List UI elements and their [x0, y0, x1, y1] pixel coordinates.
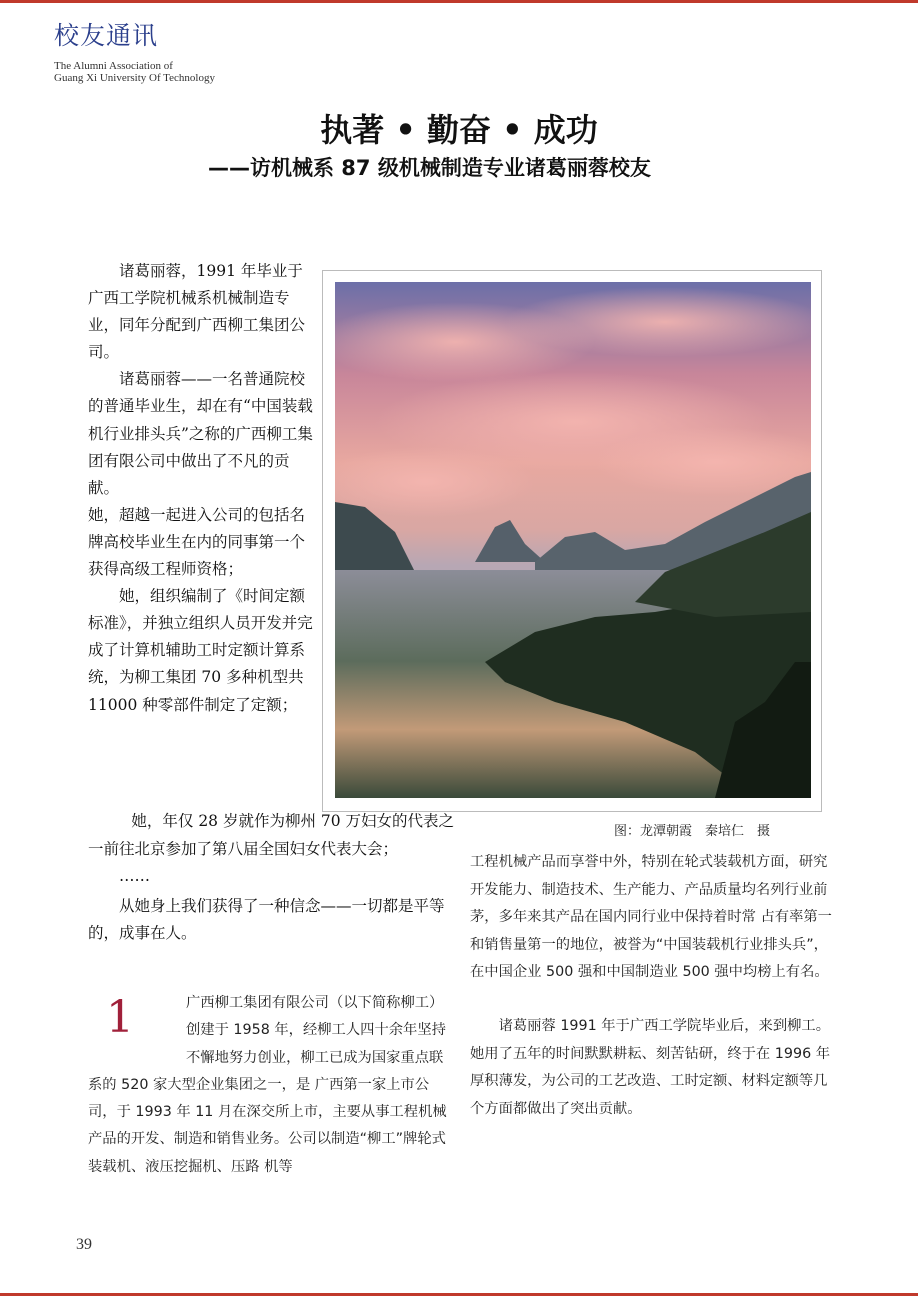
photo-caption: 图：龙潭朝霞 秦培仁 摄 — [614, 824, 771, 839]
intro-continued — [88, 808, 458, 948]
intro-paragraph: 诸葛丽蓉，1991 年毕业于广西工学院机械系机械制造专业，同年分配到广西柳工集团公司。 — [88, 262, 306, 362]
intro-column — [88, 258, 316, 719]
magazine-subtitle-line1: The Alumni Association of — [54, 60, 173, 72]
body-paragraph: 诸葛丽蓉 1991 年于广西工学院毕业后，来到柳工。她用了五年的时间默默耕耘、刻苦钻研，终于在 1996 年厚积薄发，为公司的工艺改造、工时定额、材料定额等几个方面都做出了突出贡献。 — [470, 1017, 831, 1117]
top-rule — [0, 0, 918, 3]
landscape-photo — [335, 282, 811, 798]
magazine-subtitle-line2: Guang Xi University Of Technology — [54, 72, 215, 84]
intro-paragraph: 她，超越一起进入公司的包括名牌高校毕业生在内的同事第一个获得高级工程师资格； — [88, 505, 306, 579]
article-subtitle: ——访机械系 87 级机械制造专业诸葛丽蓉校友 — [208, 156, 651, 180]
intro-paragraph: 从她身上我们获得了一种信念——一切都是平等的，成事在人。 — [88, 896, 445, 942]
magazine-subtitle — [54, 60, 215, 84]
magazine-title: 校友通讯 — [54, 21, 159, 50]
bottom-rule — [0, 1293, 918, 1296]
page-number: 39 — [76, 1236, 92, 1253]
intro-paragraph: 她，年仅 28 岁就作为柳州 70 万妇女的代表之一前往北京参加了第八届全国妇女代表大会； — [88, 812, 455, 858]
section-number: 1 — [106, 992, 134, 1043]
landscape-photo-image — [335, 282, 811, 798]
intro-paragraph: 她，组织编制了《时间定额标准》，并独立组织人员开发并完成了计算机辅助工时定额计算系统，为柳工集团 70 多种机型共 11000 种零部件制定了定额； — [88, 587, 313, 714]
body-left-column — [88, 990, 450, 1181]
intro-ellipsis: …… — [119, 867, 150, 885]
body-paragraph: 工程机械产品而享誉中外，特别在轮式装载机方面，研究开发能力、制造技术、生产能力、产品质量均名列行业前茅，多年来其产品在国内同行业中保持着时常 占有率第一和销售量第一的地位，被誉为“中国装载机行业排头兵”，在中国企业 500 强和中国制造业 500 强中均榜上有名。 — [470, 854, 832, 981]
body-right-column — [470, 849, 832, 1123]
intro-paragraph: 诸葛丽蓉——一名普通院校的普通毕业生，却在有“中国装载机行业排头兵”之称的广西柳工集团有限公司中做出了不凡的贡献。 — [88, 370, 313, 497]
body-paragraph: 广西柳工集团有限公司（以下简称柳工）创建于 1958 年，经柳工人四十余年坚持不懈地努力创业，柳工已成为国家重点联系的 520 家大型企业集团之一，是 广西第一家上市公司，于 1993 年 11 月在深交所上市，主要从事工程机械产品的开发、制造和销售业务。公司以制造“柳工”牌轮式装载机、液压挖掘机、压路 机等 — [88, 995, 447, 1175]
article-title: 执著 • 勤奋 • 成功 — [320, 111, 598, 149]
